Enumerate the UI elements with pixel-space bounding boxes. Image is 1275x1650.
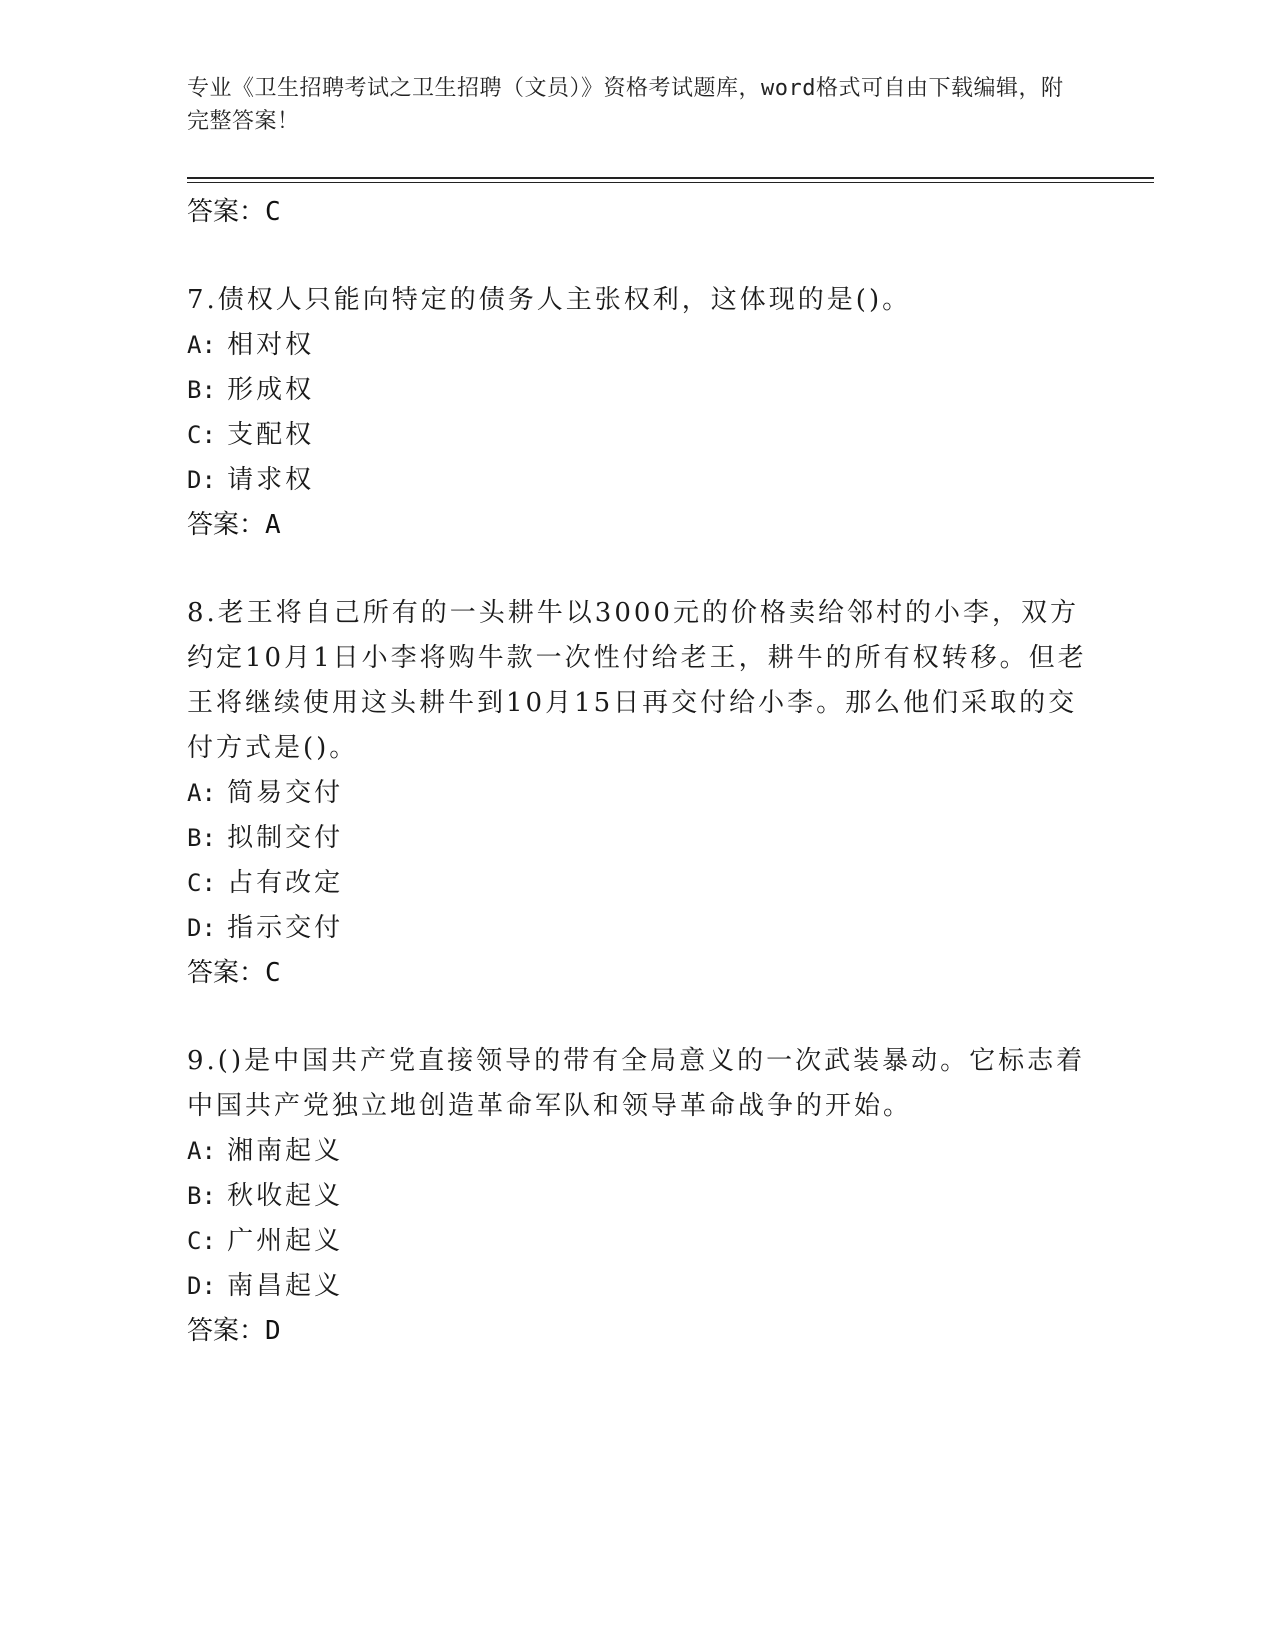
answer-label: 答案： [187,197,266,227]
option-text: 相对权 [227,330,315,360]
answer-value: C [265,958,281,988]
answer-value: C [265,197,281,227]
option-b [187,1174,1087,1219]
option-a [187,323,1087,368]
option-key: A: [187,779,216,807]
question-text: 7.债权人只能向特定的债务人主张权利，这体现的是()。 [187,285,912,315]
answer-line [187,1309,1087,1353]
option-text: 指示交付 [227,913,344,943]
option-d [187,458,1087,503]
option-text: 拟制交付 [227,823,344,853]
header-divider-thin [187,182,1154,183]
answer-value: D [265,1316,281,1346]
question-list [187,190,1087,1353]
option-text: 请求权 [227,465,315,495]
option-text: 秋收起义 [227,1181,344,1211]
option-b [187,816,1087,861]
header-divider-thick [187,177,1154,179]
option-key: A: [187,331,216,359]
question-text: 8.老王将自己所有的一头耕牛以3000元的价格卖给邻村的小李，双方约定10月1日小李将购牛款一次性付给老王，耕牛的所有权转移。但老王将继续使用这头耕牛到10月15日再交付给小李。那么他们采取的交付方式是()。 [187,598,1087,763]
option-key: C: [187,869,216,897]
answer-value: A [265,510,281,540]
option-text: 支配权 [227,420,315,450]
option-c [187,1219,1087,1264]
option-a [187,771,1087,816]
option-key: D: [187,914,216,942]
option-text: 简易交付 [227,778,344,808]
answer-label: 答案： [187,1316,266,1346]
option-d [187,906,1087,951]
option-text: 占有改定 [227,868,344,898]
option-b [187,368,1087,413]
question-text: 9.()是中国共产党直接领导的带有全局意义的一次武装暴动。它标志着中国共产党独立地创造革命军队和领导革命战争的开始。 [187,1046,1086,1121]
question-block-9 [187,1039,1087,1353]
option-key: D: [187,1272,216,1300]
option-key: C: [187,1227,216,1255]
previous-answer [187,190,1087,234]
option-key: B: [187,824,216,852]
answer-line [187,951,1087,995]
option-c [187,413,1087,458]
option-text: 广州起义 [227,1226,344,1256]
option-d [187,1264,1087,1309]
option-text: 南昌起义 [227,1271,344,1301]
answer-label: 答案： [187,958,266,988]
option-key: D: [187,466,216,494]
answer-line [187,503,1087,547]
option-a [187,1129,1087,1174]
option-key: B: [187,376,216,404]
option-key: B: [187,1182,216,1210]
answer-label: 答案： [187,510,266,540]
document-header: 专业《卫生招聘考试之卫生招聘（文员）》资格考试题库，word格式可自由下载编辑，附完整答案！ [187,76,1064,134]
question-block-8 [187,591,1087,995]
option-text: 湘南起义 [227,1136,344,1166]
question-block-7 [187,278,1087,547]
option-key: C: [187,421,216,449]
option-text: 形成权 [227,375,315,405]
option-key: A: [187,1137,216,1165]
option-c [187,861,1087,906]
